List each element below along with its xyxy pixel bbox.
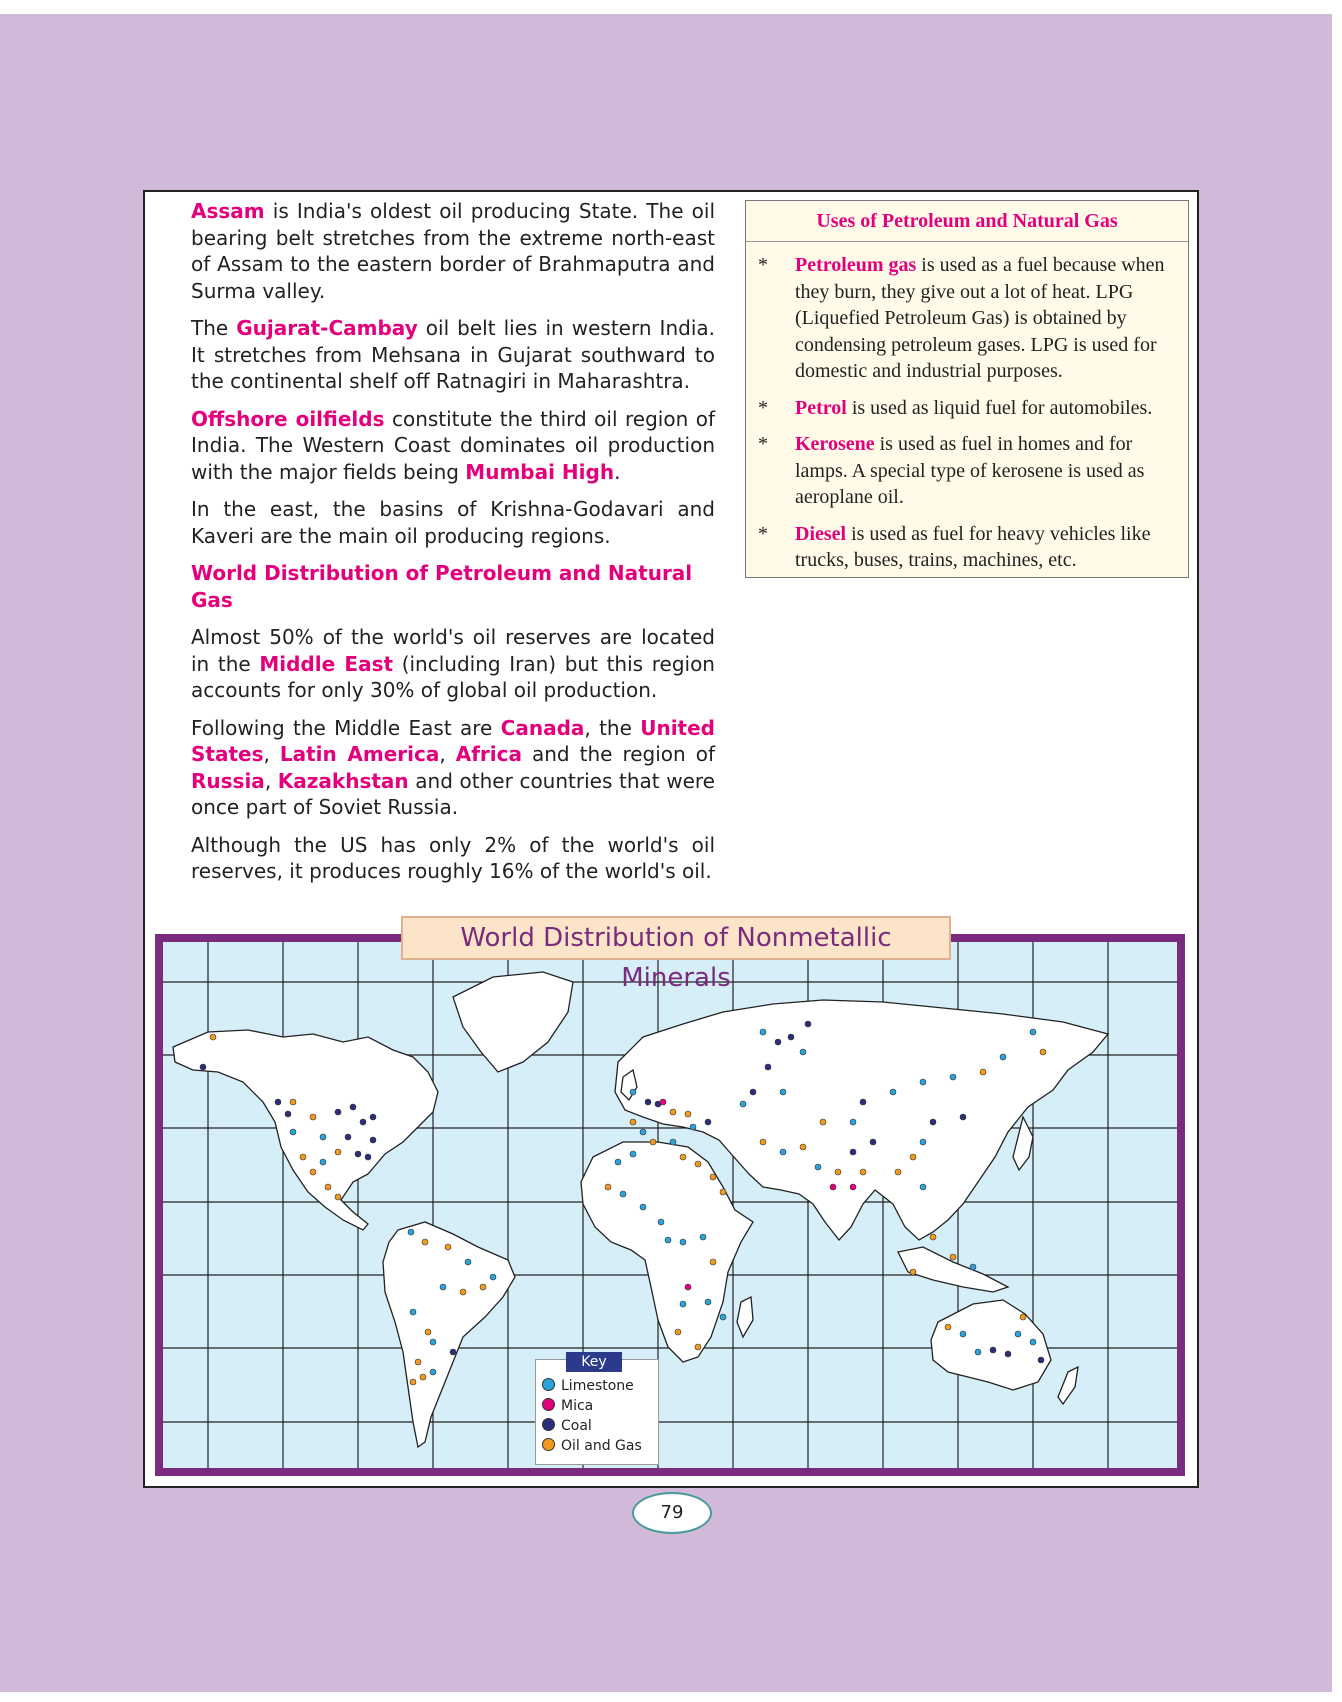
coal-dot xyxy=(930,1119,936,1125)
coal-dot xyxy=(370,1137,376,1143)
coal-dot xyxy=(870,1139,876,1145)
textbook-page xyxy=(143,190,1199,1488)
paragraph-us-oil: Although the US has only 2% of the world's oil reserves, it produces roughly 16% of the world's oil. xyxy=(191,832,715,883)
oil-and-gas-dot xyxy=(695,1344,701,1350)
page-number: 79 xyxy=(632,1492,712,1534)
list-item xyxy=(758,252,1176,385)
limestone-dot xyxy=(620,1191,626,1197)
limestone-dot xyxy=(850,1119,856,1125)
coal-dot xyxy=(1005,1351,1011,1357)
oil-and-gas-dot xyxy=(310,1169,316,1175)
limestone-dot xyxy=(920,1184,926,1190)
bullet-star: * xyxy=(758,254,768,276)
coal-dot xyxy=(335,1109,341,1115)
limestone-dot xyxy=(320,1134,326,1140)
mica-dot xyxy=(660,1099,666,1105)
oil-and-gas-dot xyxy=(710,1259,716,1265)
coal-dot xyxy=(285,1111,291,1117)
oil-and-gas-dot xyxy=(980,1069,986,1075)
key-label: Oil and Gas xyxy=(561,1438,642,1454)
coal-dot xyxy=(990,1347,996,1353)
oil-and-gas-dot xyxy=(685,1111,691,1117)
oil-and-gas-dot xyxy=(760,1139,766,1145)
paragraph-text: constitute the third oil region of India. The Western Coast dominates oil production with the major fields being xyxy=(191,406,715,484)
paragraph-text: oil belt lies in western India. It stretches from Mehsana in Gujarat southward to the continental shelf off Ratnagiri in Maharashtra. xyxy=(191,316,715,393)
limestone-dot xyxy=(760,1029,766,1035)
limestone-dot xyxy=(465,1259,471,1265)
highlight-term: Kerosene xyxy=(795,433,875,455)
mica-dot-icon xyxy=(542,1398,555,1411)
paragraph-text: Following the Middle East are xyxy=(191,715,501,740)
oil-and-gas-dot xyxy=(310,1114,316,1120)
coal-dot xyxy=(345,1134,351,1140)
coal-dot xyxy=(355,1151,361,1157)
paragraph-text: , the xyxy=(584,715,641,740)
paragraph-text: is India's oldest oil producing State. The oil bearing belt stretches from the extreme north-east of Assam to the eastern border of Brahmaputra and Surma valley. xyxy=(191,199,715,303)
oil-and-gas-dot xyxy=(860,1169,866,1175)
mica-dot xyxy=(685,1284,691,1290)
limestone-dot xyxy=(440,1284,446,1290)
highlight-kazakhstan: Kazakhstan xyxy=(277,768,409,793)
limestone-dot xyxy=(430,1369,436,1375)
paragraph-text: , xyxy=(439,742,456,766)
oil-and-gas-dot xyxy=(290,1099,296,1105)
oil-and-gas-dot xyxy=(670,1109,676,1115)
oil-and-gas-dot xyxy=(422,1239,428,1245)
paragraph-text: and the region of xyxy=(521,742,715,766)
coal-dot xyxy=(775,1039,781,1045)
limestone-dot xyxy=(920,1139,926,1145)
highlight-middle-east: Middle East xyxy=(259,651,394,676)
coal-dot xyxy=(1038,1357,1044,1363)
highlight-mumbai-high: Mumbai High xyxy=(465,459,615,484)
highlight-term: Diesel xyxy=(795,522,847,545)
limestone-dot xyxy=(705,1299,711,1305)
highlight-gujarat-cambay: Gujarat-Cambay xyxy=(236,316,418,340)
oil-and-gas-dot xyxy=(460,1289,466,1295)
limestone-dot xyxy=(615,1159,621,1165)
oil-and-gas-dot xyxy=(1040,1049,1046,1055)
uses-box-title: Uses of Petroleum and Natural Gas xyxy=(746,201,1188,242)
limestone-dot xyxy=(665,1237,671,1243)
list-item-text: is used as liquid fuel for automobiles. xyxy=(846,396,1153,419)
limestone-dot xyxy=(640,1204,646,1210)
limestone-dot xyxy=(320,1159,326,1165)
limestone-dot xyxy=(1030,1029,1036,1035)
key-item-coal xyxy=(542,1416,592,1436)
limestone-dot xyxy=(975,1349,981,1355)
oil-and-gas-dot xyxy=(910,1154,916,1160)
highlight-latin-america: Latin America xyxy=(279,742,440,766)
coal-dot xyxy=(365,1154,371,1160)
paragraph-text: and other countries that were once part of Soviet Russia. xyxy=(191,768,715,819)
highlight-assam: Assam xyxy=(191,199,265,223)
key-label: Coal xyxy=(561,1418,592,1434)
limestone-dot xyxy=(670,1139,676,1145)
paragraph-text: , xyxy=(264,768,278,793)
key-item-limestone xyxy=(542,1376,634,1396)
oil-and-gas-dot xyxy=(895,1169,901,1175)
limestone-dot xyxy=(1030,1339,1036,1345)
oil-and-gas-dot xyxy=(650,1139,656,1145)
oil-and-gas-dot xyxy=(945,1324,951,1330)
highlight-russia: Russia xyxy=(191,768,265,793)
oil-and-gas-dot xyxy=(930,1234,936,1240)
list-item xyxy=(758,395,1176,422)
uses-list xyxy=(746,242,1188,574)
limestone-dot xyxy=(970,1264,976,1270)
paragraph-following xyxy=(191,715,715,821)
key-label: Limestone xyxy=(561,1378,634,1394)
oil-and-gas-dot xyxy=(300,1154,306,1160)
list-item-text: is used as fuel in homes and for lamps. A special type of kerosene is used as aeroplane oil. xyxy=(795,433,1145,508)
oil-and-gas-dot xyxy=(710,1174,716,1180)
coal-dot xyxy=(850,1149,856,1155)
paragraph-text: (including Iran) but this region accounts for only 30% of global oil production. xyxy=(191,651,715,702)
oil-and-gas-dot xyxy=(335,1149,341,1155)
paragraph-text: , xyxy=(263,742,280,766)
limestone-dot xyxy=(680,1301,686,1307)
limestone-dot xyxy=(815,1164,821,1170)
map-key xyxy=(535,1354,659,1465)
paragraph-east-basins: In the east, the basins of Krishna-Godavari and Kaveri are the main oil producing regions. xyxy=(191,497,715,548)
oil-and-gas-dot xyxy=(605,1184,611,1190)
oil-and-gas-dot xyxy=(420,1374,426,1380)
coal-dot xyxy=(370,1114,376,1120)
oil-and-gas-dot xyxy=(910,1269,916,1275)
bullet-star: * xyxy=(758,522,768,545)
coal-dot xyxy=(450,1349,456,1355)
oil-and-gas-dot xyxy=(835,1169,841,1175)
world-map xyxy=(163,942,1177,1468)
list-item-text: is used as a fuel because when they burn, they give out a lot of heat. LPG (Liquefied Petroleum Gas) is obtained by condensing petroleum gases. LPG is used for domestic and industrial purposes. xyxy=(795,254,1165,382)
mica-dot xyxy=(850,1184,856,1190)
key-label: Mica xyxy=(561,1398,594,1414)
oil-and-gas-dot xyxy=(335,1194,341,1200)
highlight-term: Petrol xyxy=(795,396,847,419)
coal-dot xyxy=(765,1064,771,1070)
limestone-dot xyxy=(920,1079,926,1085)
coal-dot xyxy=(360,1119,366,1125)
oil-and-gas-dot xyxy=(325,1184,331,1190)
list-item-text: is used as fuel for heavy vehicles like trucks, buses, trains, machines, etc. xyxy=(795,522,1151,571)
paragraph-text: . xyxy=(614,459,621,484)
coal-dot xyxy=(645,1099,651,1105)
mica-dot xyxy=(830,1184,836,1190)
list-item xyxy=(758,521,1176,574)
limestone-dot xyxy=(658,1219,664,1225)
limestone-dot xyxy=(1015,1331,1021,1337)
limestone-dot xyxy=(890,1089,896,1095)
key-item-oil-and-gas xyxy=(542,1436,642,1456)
oil-and-gas-dot xyxy=(680,1154,686,1160)
limestone-dot xyxy=(780,1089,786,1095)
coal-dot xyxy=(275,1099,281,1105)
oil-and-gas-dot xyxy=(480,1284,486,1290)
limestone-dot xyxy=(290,1129,296,1135)
limestone-dot xyxy=(950,1074,956,1080)
limestone-dot xyxy=(490,1274,496,1280)
oil-and-gas-dot xyxy=(800,1144,806,1150)
coal-dot xyxy=(860,1099,866,1105)
section-heading: World Distribution of Petroleum and Natural Gas xyxy=(191,561,693,612)
oil-and-gas-dot xyxy=(675,1329,681,1335)
coal-dot-icon xyxy=(542,1418,555,1431)
uses-box xyxy=(745,200,1189,578)
coal-dot xyxy=(200,1064,206,1070)
oil-and-gas-dot xyxy=(720,1189,726,1195)
oil-and-gas-dot xyxy=(1020,1314,1026,1320)
coal-dot xyxy=(788,1034,794,1040)
oil-and-gas-dot xyxy=(415,1359,421,1365)
highlight-africa: Africa xyxy=(455,742,522,766)
limestone-dot xyxy=(410,1309,416,1315)
limestone-dot xyxy=(680,1239,686,1245)
limestone-dot-icon xyxy=(542,1378,555,1391)
list-item xyxy=(758,431,1176,511)
left-column xyxy=(191,198,715,896)
highlight-offshore: Offshore oilfields xyxy=(191,406,385,431)
oil-and-gas-dot xyxy=(445,1244,451,1250)
paragraph-text: Almost 50% of the world's oil reserves are located in the xyxy=(191,625,715,676)
bullet-star: * xyxy=(758,433,768,455)
coal-dot xyxy=(960,1114,966,1120)
world-map-frame xyxy=(155,934,1185,1476)
bullet-star: * xyxy=(758,396,768,419)
limestone-dot xyxy=(690,1124,696,1130)
limestone-dot xyxy=(740,1101,746,1107)
limestone-dot xyxy=(720,1314,726,1320)
paragraph-middle-east xyxy=(191,624,715,704)
limestone-dot xyxy=(780,1149,786,1155)
limestone-dot xyxy=(1000,1054,1006,1060)
limestone-dot xyxy=(700,1234,706,1240)
coal-dot xyxy=(705,1119,711,1125)
oil-and-gas-dot xyxy=(630,1119,636,1125)
highlight-term: Petroleum gas xyxy=(795,254,917,276)
paragraph-offshore xyxy=(191,406,715,486)
map-title: World Distribution of Nonmetallic Minerals xyxy=(401,916,951,960)
highlight-canada: Canada xyxy=(500,715,585,740)
paragraph-text: The xyxy=(191,316,237,340)
limestone-dot xyxy=(800,1049,806,1055)
limestone-dot xyxy=(408,1229,414,1235)
oil-and-gas-dot xyxy=(410,1379,416,1385)
oil-and-gas-dot xyxy=(425,1329,431,1335)
key-item-mica xyxy=(542,1396,593,1416)
oil-and-gas-dot-icon xyxy=(542,1438,555,1451)
coal-dot xyxy=(750,1089,756,1095)
coal-dot xyxy=(805,1021,811,1027)
paragraph-gujarat xyxy=(191,315,715,395)
limestone-dot xyxy=(960,1331,966,1337)
map-key-title: Key xyxy=(566,1352,622,1372)
oil-and-gas-dot xyxy=(820,1119,826,1125)
limestone-dot xyxy=(630,1151,636,1157)
limestone-dot xyxy=(630,1089,636,1095)
highlight-united-states: United States xyxy=(191,715,715,766)
limestone-dot xyxy=(430,1339,436,1345)
oil-and-gas-dot xyxy=(950,1254,956,1260)
oil-and-gas-dot xyxy=(695,1161,701,1167)
paragraph-assam xyxy=(191,198,715,304)
limestone-dot xyxy=(640,1129,646,1135)
oil-and-gas-dot xyxy=(210,1034,216,1040)
coal-dot xyxy=(350,1104,356,1110)
